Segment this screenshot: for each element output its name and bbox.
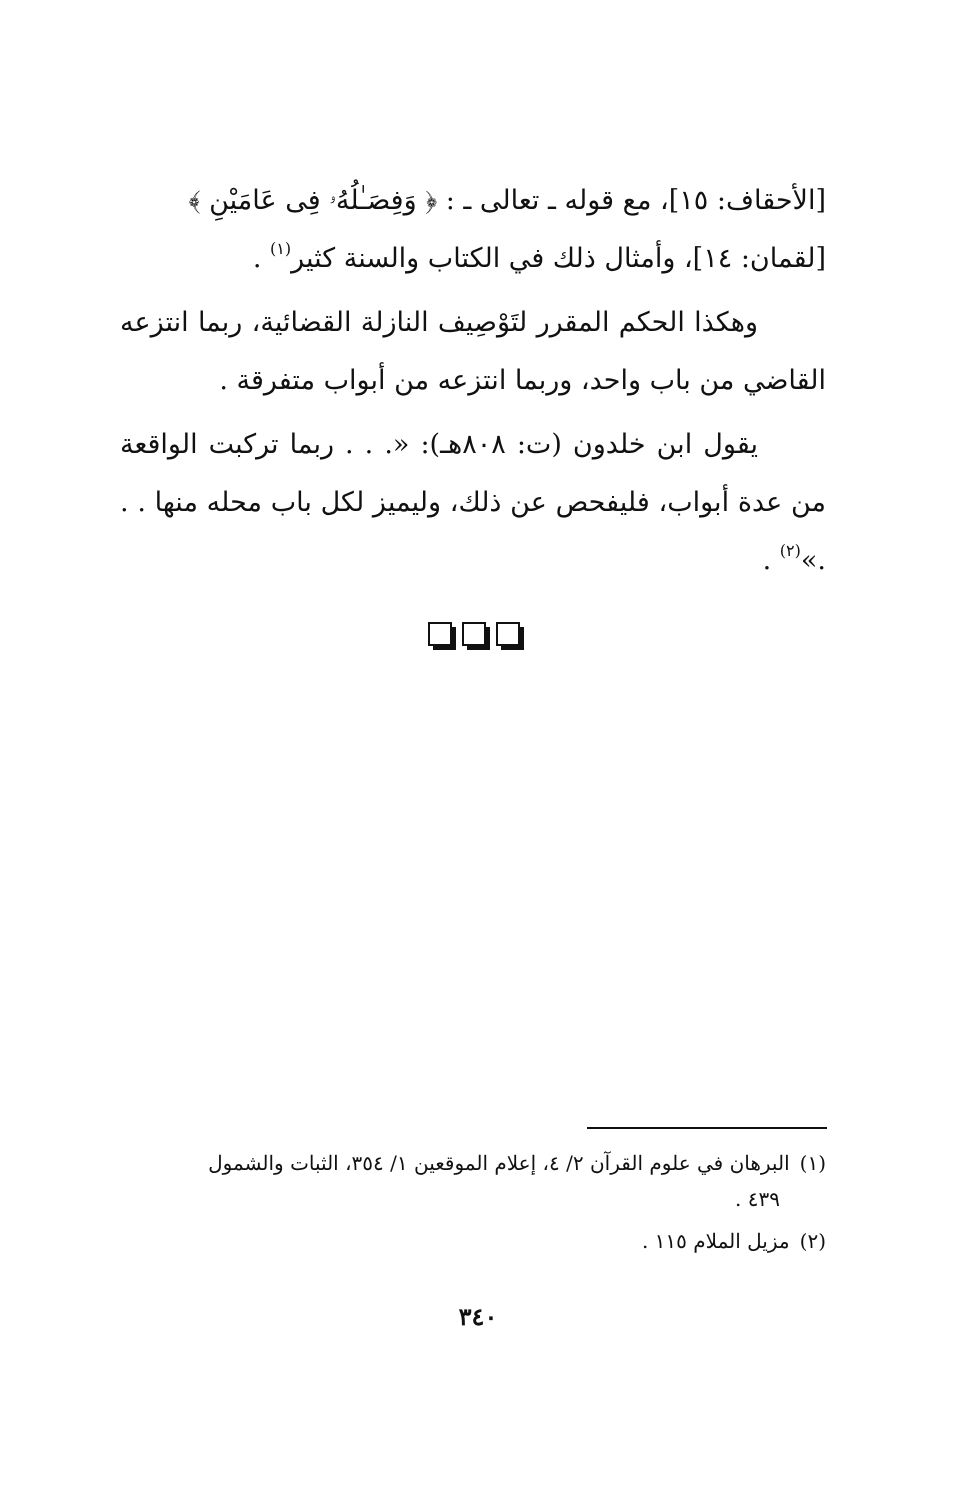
footnote-marker: (٢) [799,1229,826,1253]
footnotes [120,1145,826,1265]
footnote-2 [120,1223,826,1259]
quran-verse-line: [الأحقاف: ١٥]، مع قوله ـ تعالى ـ : ﴿ وَفِصَـٰلُهُۥ فِى عَامَيْنِ ﴾ [188,185,826,216]
square-ornament-icon [496,622,520,646]
paragraph-quran-citation [120,172,826,288]
footnote-1 [120,1145,826,1217]
footnote-separator [587,1127,827,1129]
main-text [120,172,826,596]
square-ornament-icon [428,622,452,646]
citation-line: [لقمان: ١٤]، وأمثال ذلك في الكتاب والسنة كثير [291,243,826,274]
page-number: ٣٤٠ [458,1302,498,1331]
footnote-continuation: ٤٣٩ . [735,1187,780,1211]
footnote-ref-2[interactable]: (٢) [779,541,801,560]
quote-text: يقول ابن خلدون (ت: ٨٠٨هـ): «. . . ربما تركبت الواقعة من عدة أبواب، فليفحص عن ذلك، وليميز لكل باب محله منها . . .» [120,429,826,576]
paragraph-ibn-khaldun-quote [120,416,826,590]
section-divider-ornament [428,622,530,652]
footnote-ref-1[interactable]: (١) [270,239,292,258]
sentence-end: . [252,243,271,274]
footnote-text: مزيل الملام ١١٥ . [641,1229,790,1253]
sentence-end: . [762,545,780,576]
square-ornament-icon [462,622,486,646]
paragraph-judicial-ruling: وهكذا الحكم المقرر لتَوْصِيف النازلة القضائية، ربما انتزعه القاضي من باب واحد، وربما انتزعه من أبواب متفرقة . [120,307,826,396]
footnote-marker: (١) [799,1151,826,1175]
footnote-text: البرهان في علوم القرآن ٢/ ٤، إعلام الموقعين ١/ ٣٥٤، الثبات والشمول [208,1151,790,1175]
